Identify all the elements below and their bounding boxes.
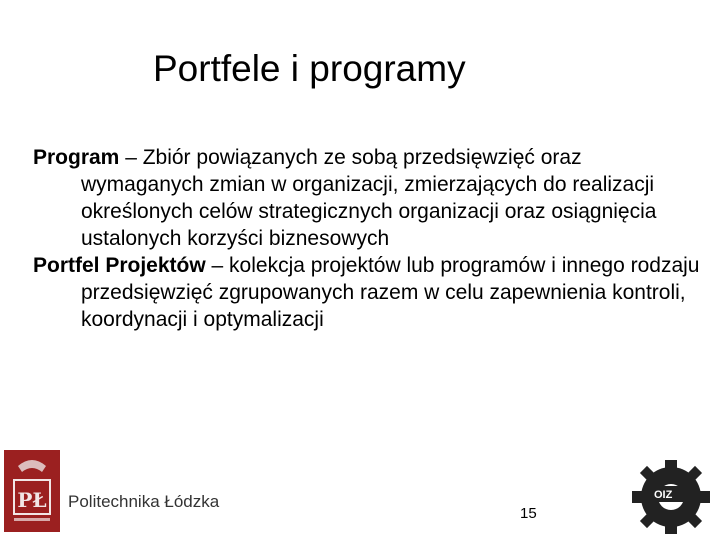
slide-body [33,144,703,333]
portfolio-definition-text: – kolekcja projektów lub programów i innego rodzaju przedsięwzięć zgrupowanych razem w celu zapewnienia kontroli, koordynacji i optymalizacji [81,254,700,331]
department-logo-text: OIZ [654,489,673,501]
portfolio-term: Portfel Projektów [33,254,206,277]
program-definition-text: – Zbiór powiązanych ze sobą przedsięwzięć oraz wymaganych zmian w organizacji, zmierzających do realizacji określonych celów strategicznych organizacji oraz osiągnięcia ustalonych korzyści biznesowych [81,146,657,250]
program-term: Program [33,146,120,169]
university-name: Politechnika Łódzka [68,492,220,511]
university-logo-letters: PŁ [17,488,47,512]
university-logo-icon [4,450,60,532]
program-definition [33,144,703,252]
slide-title: Portfele i programy [153,48,466,89]
page-number: 15 [520,505,537,522]
portfolio-definition [33,252,703,333]
